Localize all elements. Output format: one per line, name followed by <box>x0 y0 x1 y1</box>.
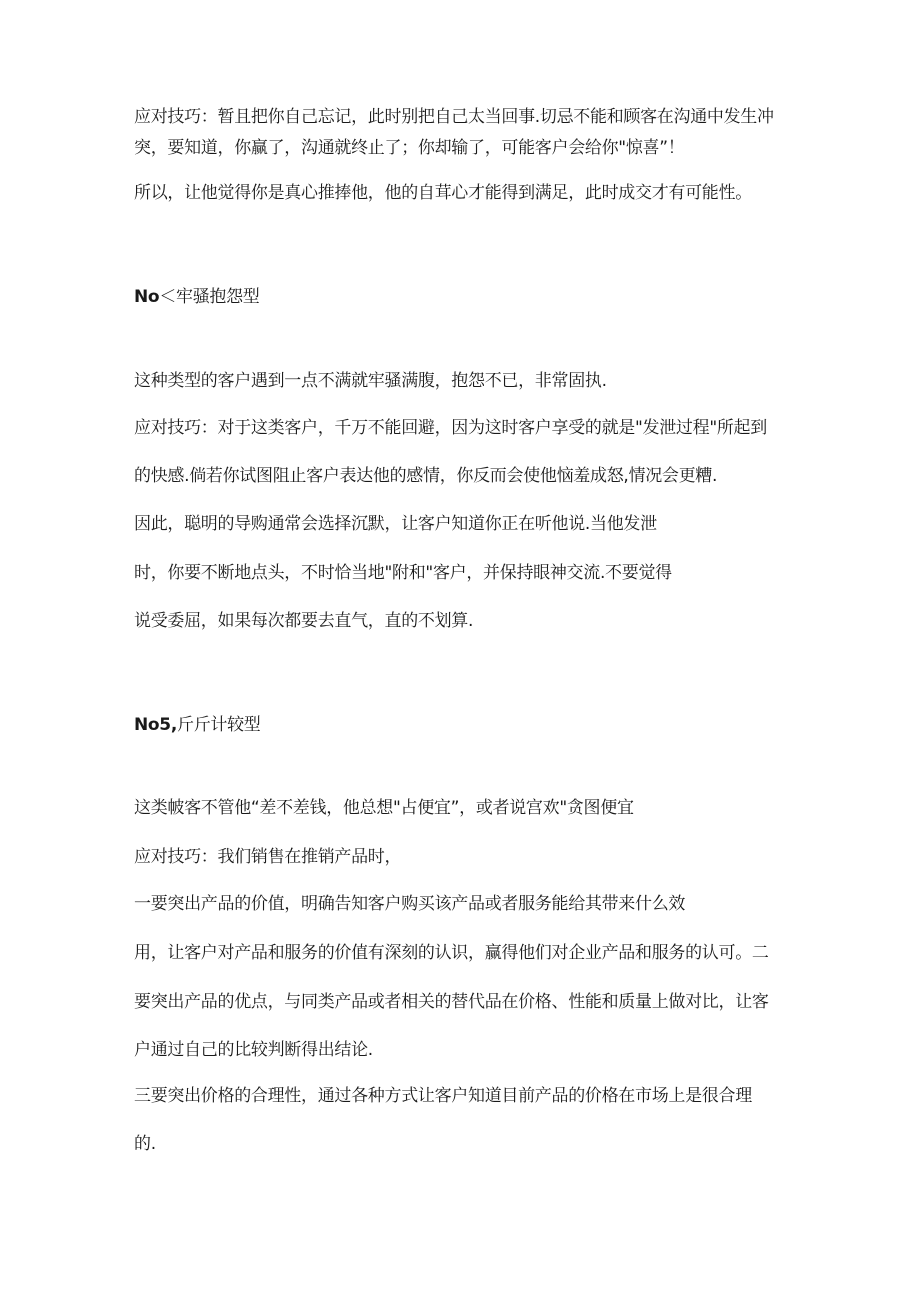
conclusion-paragraph: 所以，让他觉得你是真心推捧他，他的自茸心才能得到满足，此时成交才有可能性。 <box>134 183 752 203</box>
heading-title: 斤斤计较型 <box>177 715 261 735</box>
tip-paragraph-line: 突，要知道，你赢了，沟通就终止了；你却输了，可能客户会给你"惊喜”！ <box>134 138 685 158</box>
heading-title: ＜牢骚抱怨型 <box>159 287 260 307</box>
heading-number: No5, <box>134 715 177 735</box>
heading-number: No <box>134 287 160 307</box>
body-paragraph-line: 一要突出产品的价值，明确告知客户购买该产品或者服务能给其带来什么效 <box>134 894 686 914</box>
body-paragraph-line: 应对技巧：我们销售在推销产品时， <box>134 847 402 867</box>
body-paragraph-line: 的快感.倘若你试图阻止客户表达他的感情，你反而会使他恼羞成怒,情况会更糟. <box>134 466 718 486</box>
body-paragraph-line: 三要突出价格的合理性，通过各种方式让客户知道目前产品的价格在市场上是很合理 <box>134 1086 752 1106</box>
section-heading-haggle <box>134 713 261 737</box>
body-paragraph-line: 应对技巧：对于这类客户，千万不能回避，因为这时客户享受的就是"发泄过程"所起到 <box>134 418 767 438</box>
body-paragraph-line: 的. <box>134 1134 156 1154</box>
body-paragraph-line: 时，你要不断地点头，不时恰当地"附和"客户，并保持眼神交流.不要觉得 <box>134 563 672 583</box>
tip-paragraph-line: 应对技巧：暂且把你自己忘记，此时别把自己太当回事.切忌不能和顾客在沟通中发生冲 <box>134 107 774 127</box>
body-paragraph-line: 户通过自己的比较判断得出结论. <box>134 1040 373 1060</box>
intro-paragraph: 这类帔客不管他“差不差钱，他总想"占便宜”，或者说宫欢"贪图便宜 <box>134 798 634 818</box>
section-heading-complain <box>134 285 260 309</box>
intro-paragraph: 这种类型的客户遇到一点不满就牢骚满腹，抱怨不已，非常固执. <box>134 371 607 391</box>
body-paragraph-line: 因此，聪明的导购通常会选择沉默，让客户知道你正在听他说.当他发泄 <box>134 514 657 534</box>
body-paragraph-line: 用，让客户对产品和服务的价值有深刻的认识，赢得他们对企业产品和服务的认可。二 <box>134 943 769 963</box>
body-paragraph-line: 要突出产品的优点，与同类产品或者相关的替代品在价格、性能和质量上做对比，让客 <box>134 992 769 1012</box>
body-paragraph-line: 说受委屈，如果每次都要去直气，直的不划算. <box>134 611 474 631</box>
